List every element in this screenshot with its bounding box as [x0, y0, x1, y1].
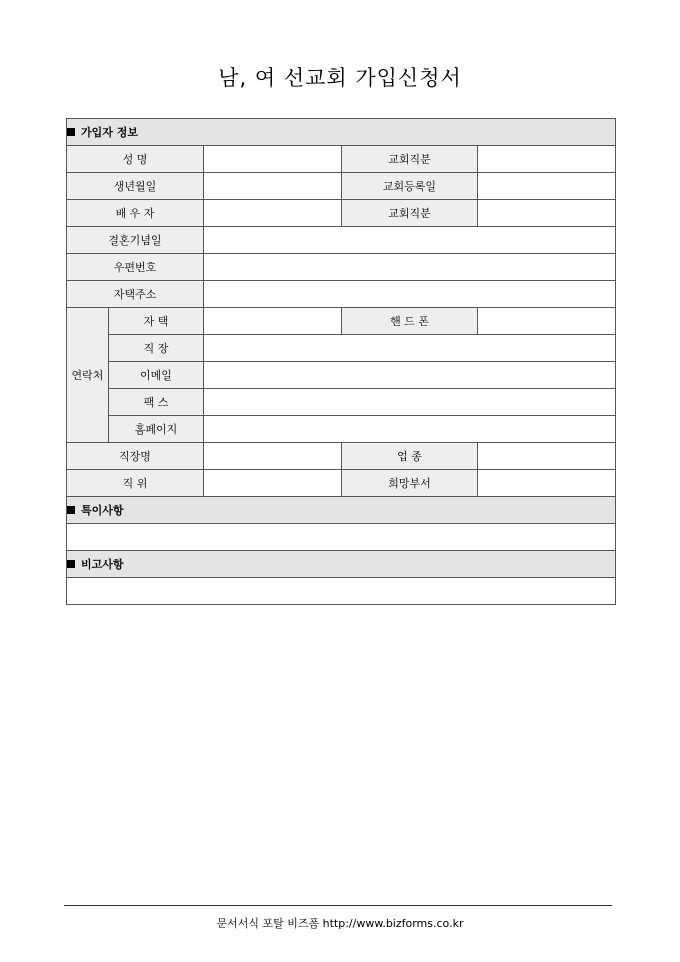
section-title: 가입자 정보 — [81, 126, 138, 139]
square-bullet-icon — [67, 560, 75, 568]
field-company-name[interactable] — [204, 443, 342, 470]
field-home-address[interactable] — [204, 281, 616, 308]
label-postal-code: 우편번호 — [67, 254, 204, 281]
field-postal-code[interactable] — [204, 254, 616, 281]
field-work-phone[interactable] — [204, 335, 616, 362]
field-desired-dept[interactable] — [478, 470, 616, 497]
footer-text: 문서서식 포탈 비즈폼 http://www.bizforms.co.kr — [216, 917, 464, 930]
square-bullet-icon — [67, 506, 75, 514]
label-spouse: 배 우 자 — [67, 200, 204, 227]
label-spouse-church-position: 교회직분 — [342, 200, 478, 227]
section-header-applicant — [67, 119, 616, 146]
label-wedding-anniversary: 결혼기념일 — [67, 227, 204, 254]
section-title: 특이사항 — [81, 504, 124, 517]
field-wedding-anniversary[interactable] — [204, 227, 616, 254]
label-homepage: 홈페이지 — [109, 416, 204, 443]
label-home-phone: 자 택 — [109, 308, 204, 335]
field-remarks[interactable] — [67, 578, 616, 605]
label-company-name: 직장명 — [67, 443, 204, 470]
label-name: 성 명 — [67, 146, 204, 173]
field-spouse[interactable] — [204, 200, 342, 227]
field-mobile[interactable] — [478, 308, 616, 335]
field-name[interactable] — [204, 146, 342, 173]
field-special-notes[interactable] — [67, 524, 616, 551]
field-home-phone[interactable] — [204, 308, 342, 335]
label-birthdate: 생년월일 — [67, 173, 204, 200]
square-bullet-icon — [67, 128, 75, 136]
label-contact: 연락처 — [67, 308, 109, 443]
label-fax: 팩 스 — [109, 389, 204, 416]
section-header-special — [67, 497, 616, 524]
footer-divider — [64, 905, 612, 906]
label-industry: 업 종 — [342, 443, 478, 470]
label-job-title: 직 위 — [67, 470, 204, 497]
page-title: 남, 여 선교회 가입신청서 — [218, 66, 462, 90]
field-homepage[interactable] — [204, 416, 616, 443]
field-birthdate[interactable] — [204, 173, 342, 200]
field-industry[interactable] — [478, 443, 616, 470]
label-email: 이메일 — [109, 362, 204, 389]
label-desired-dept: 희망부서 — [342, 470, 478, 497]
application-form — [66, 118, 616, 605]
label-church-position: 교회직분 — [342, 146, 478, 173]
field-church-reg-date[interactable] — [478, 173, 616, 200]
section-header-remarks — [67, 551, 616, 578]
field-email[interactable] — [204, 362, 616, 389]
label-mobile: 핸 드 폰 — [342, 308, 478, 335]
field-job-title[interactable] — [204, 470, 342, 497]
field-church-position[interactable] — [478, 146, 616, 173]
field-spouse-church-position[interactable] — [478, 200, 616, 227]
label-work-phone: 직 장 — [109, 335, 204, 362]
label-home-address: 자택주소 — [67, 281, 204, 308]
label-church-reg-date: 교회등록일 — [342, 173, 478, 200]
section-title: 비고사항 — [81, 558, 124, 571]
field-fax[interactable] — [204, 389, 616, 416]
